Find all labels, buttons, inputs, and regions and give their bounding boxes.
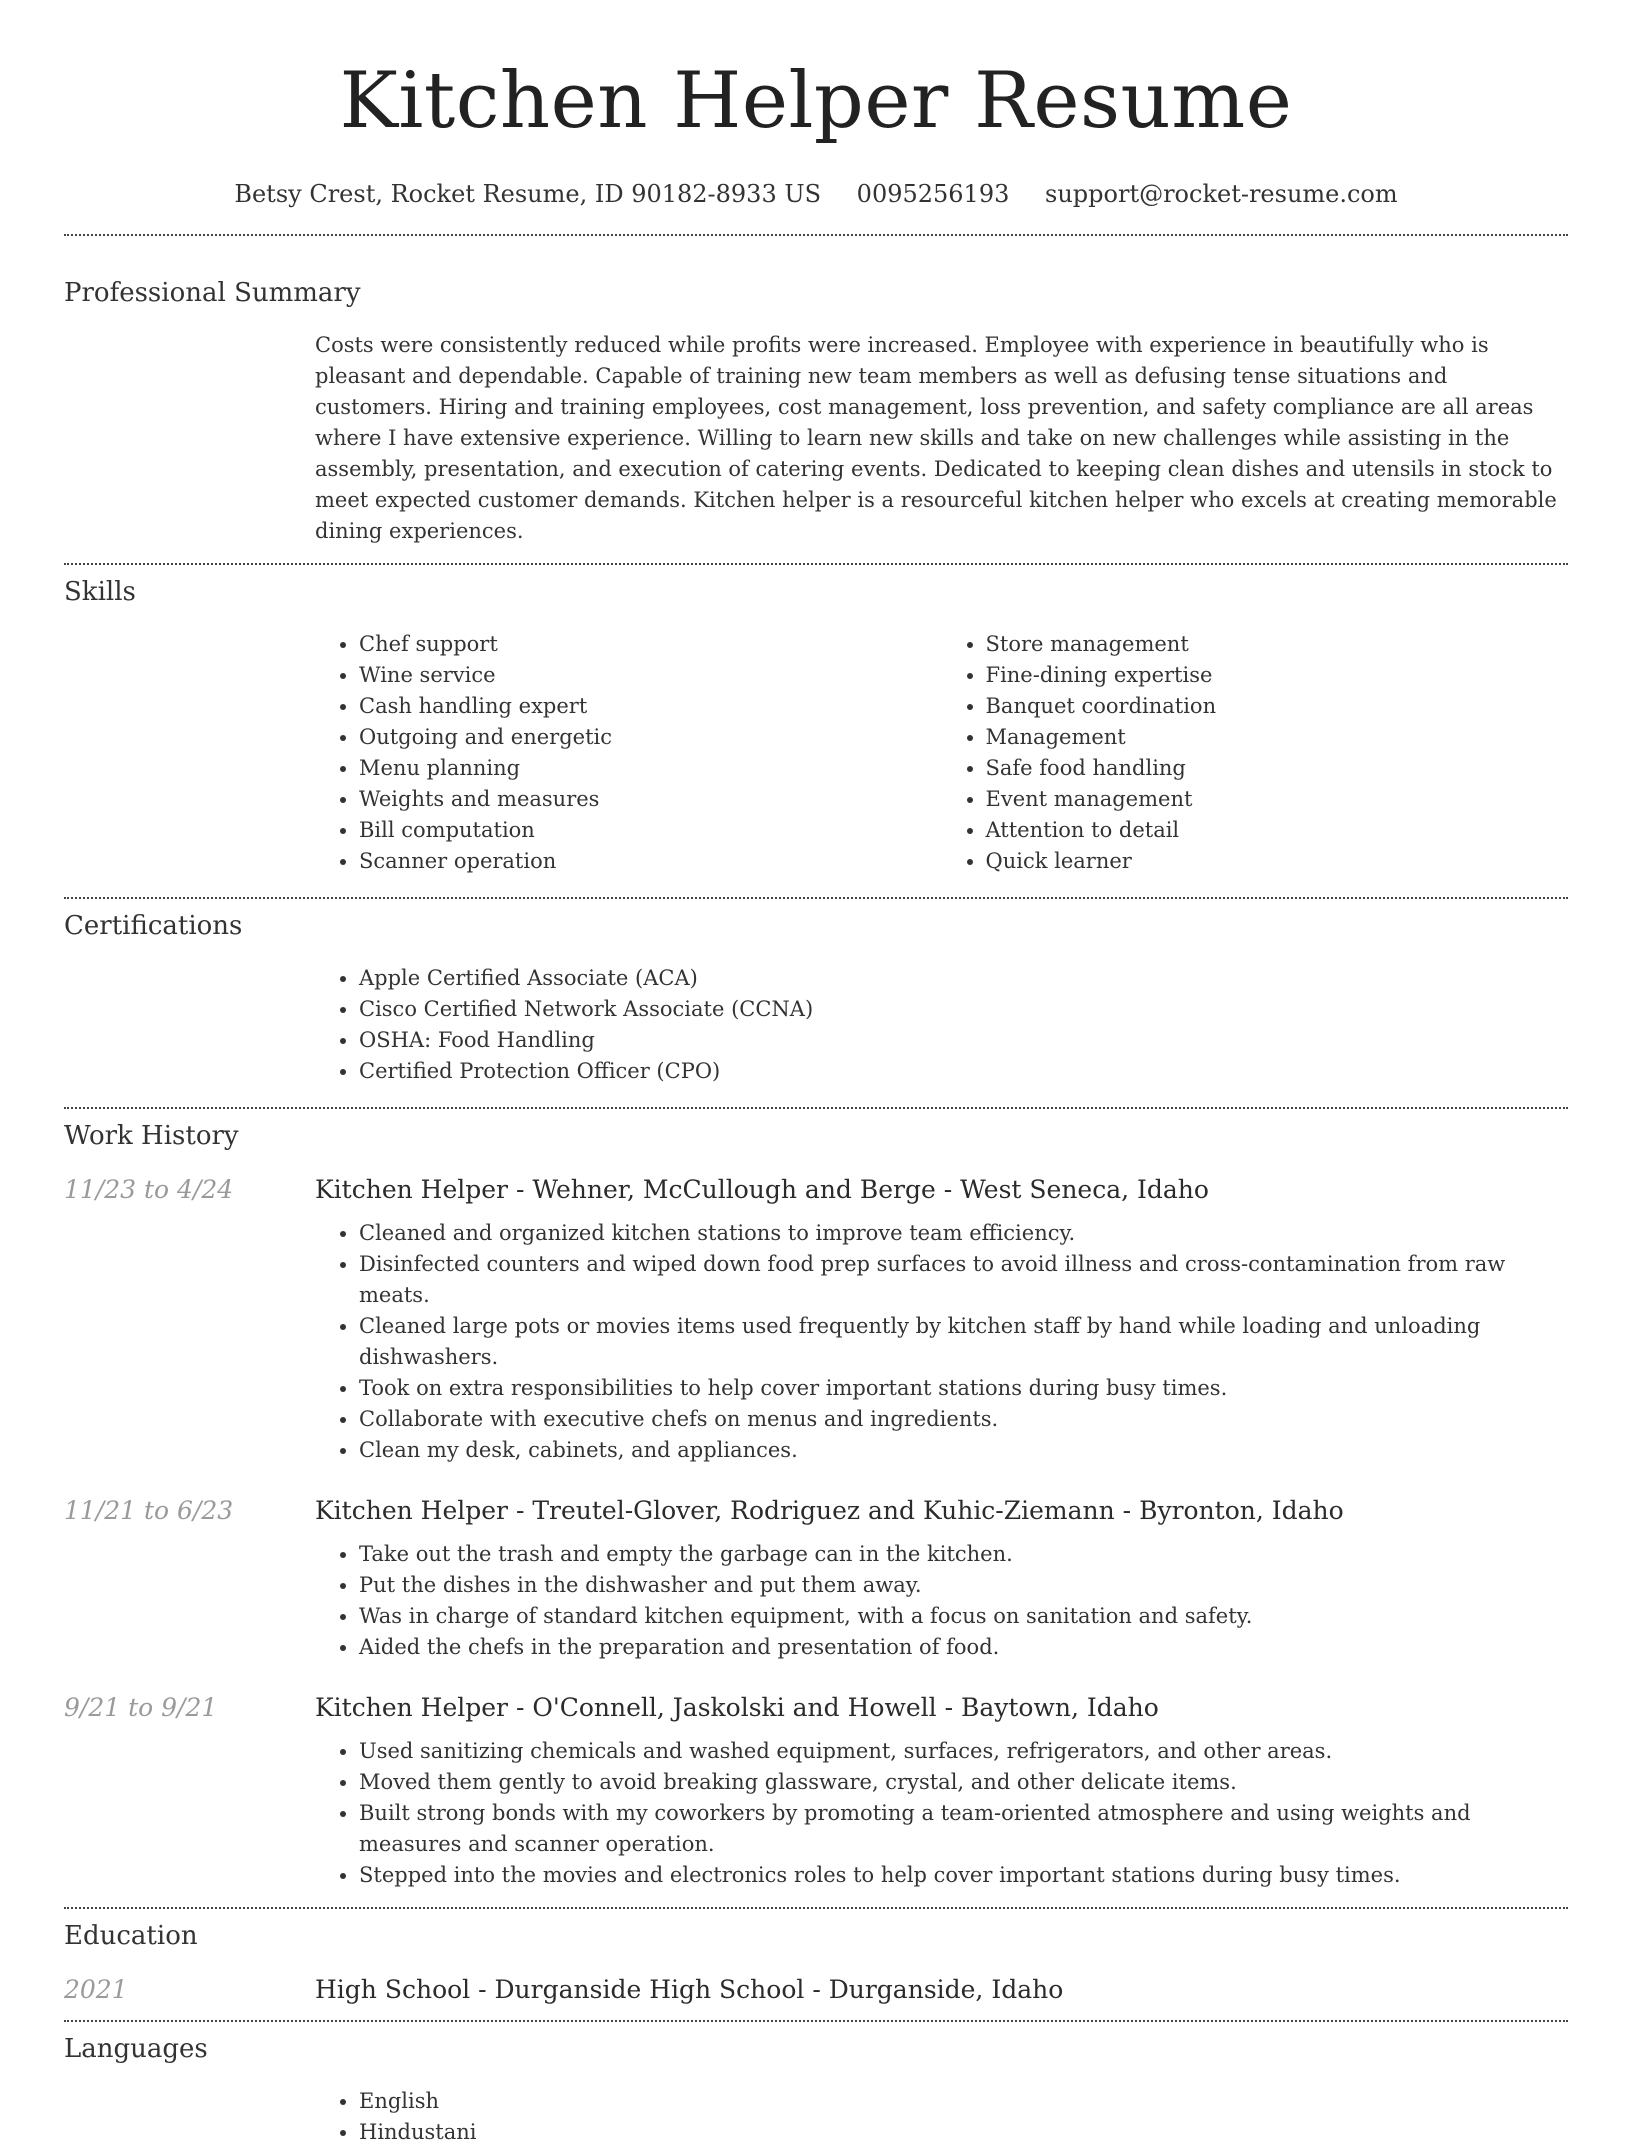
contact-email: support@rocket-resume.com	[1045, 180, 1398, 208]
section-heading-work-history: Work History	[64, 1121, 239, 1151]
education-entry	[64, 1975, 1568, 2004]
section-heading-skills: Skills	[64, 577, 136, 607]
job-bullet: • Was in charge of standard kitchen equipment, with a focus on sanitation and safety.	[359, 1601, 1568, 1632]
job-title: Kitchen Helper - O'Connell, Jaskolski and Howell - Baytown, Idaho	[315, 1693, 1159, 1722]
job-duties	[315, 1736, 1568, 1891]
divider	[64, 2020, 1568, 2022]
section-heading-education: Education	[64, 1921, 198, 1951]
resume-title: Kitchen Helper Resume	[339, 56, 1293, 146]
skill-item: • Fine-dining expertise	[986, 660, 1569, 691]
job-bullet: • Disinfected counters and wiped down food prep surfaces to avoid illness and cross-contamination from raw meats.	[359, 1249, 1568, 1311]
job-date: 11/23 to 4/24	[64, 1175, 234, 1204]
job-bullet: • Stepped into the movies and electronics roles to help cover important stations during busy times.	[359, 1860, 1568, 1891]
skill-item: • Management	[986, 722, 1569, 753]
job-bullet: • Took on extra responsibilities to help cover important stations during busy times.	[359, 1373, 1568, 1404]
languages-section	[315, 2086, 1568, 2148]
job-entry	[64, 1693, 1568, 1891]
summary-section	[315, 330, 1568, 547]
job-bullet: • Moved them gently to avoid breaking glassware, crystal, and other delicate items.	[359, 1767, 1568, 1798]
job-entry	[64, 1496, 1568, 1663]
skill-item: • Menu planning	[359, 753, 942, 784]
job-entry	[64, 1175, 1568, 1466]
contact-address: Betsy Crest, Rocket Resume, ID 90182-8933 US	[234, 180, 822, 208]
skill-item: • Bill computation	[359, 815, 942, 846]
job-duties	[315, 1218, 1568, 1466]
divider	[64, 563, 1568, 565]
certifications-section	[315, 963, 1568, 1087]
skill-item: • Store management	[986, 629, 1569, 660]
job-bullet: • Aided the chefs in the preparation and presentation of food.	[359, 1632, 1568, 1663]
contact-line	[64, 178, 1568, 210]
education-title: High School - Durganside High School - Durganside, Idaho	[315, 1975, 1064, 2004]
contact-phone: 0095256193	[856, 180, 1010, 208]
skill-item: • Event management	[986, 784, 1569, 815]
skill-item: • Quick learner	[986, 846, 1569, 877]
summary-text: Costs were consistently reduced while profits were increased. Employee with experience in beautifully who is pleasant and dependable. Capable of training new team members as well as defusing tense situations and customers. Hiring and training employees, cost management, loss prevention, and safety compliance are all areas where I have extensive experience. Willing to learn new skills and take on new challenges while assisting in the assembly, presentation, and execution of catering events. Dedicated to keeping clean dishes and utensils in stock to meet expected customer demands. Kitchen helper is a resourceful kitchen helper who excels at creating memorable dining experiences.	[315, 333, 1557, 543]
job-header	[64, 1693, 1568, 1722]
certification-item: • Certified Protection Officer (CPO)	[359, 1056, 1568, 1087]
skill-item: • Banquet coordination	[986, 691, 1569, 722]
language-item: • English	[359, 2086, 1568, 2117]
divider	[64, 1107, 1568, 1109]
certification-item: • Cisco Certified Network Associate (CCNA)	[359, 994, 1568, 1025]
job-bullet: • Collaborate with executive chefs on menus and ingredients.	[359, 1404, 1568, 1435]
job-date: 9/21 to 9/21	[64, 1693, 218, 1722]
divider	[64, 234, 1568, 236]
certification-item: • OSHA: Food Handling	[359, 1025, 1568, 1056]
skills-section	[315, 629, 1568, 877]
languages-list	[315, 2086, 1568, 2148]
job-title: Kitchen Helper - Wehner, McCullough and Berge - West Seneca, Idaho	[315, 1175, 1209, 1204]
job-bullet-list	[315, 1218, 1568, 1466]
job-title: Kitchen Helper - Treutel-Glover, Rodriguez and Kuhic-Ziemann - Byronton, Idaho	[315, 1496, 1344, 1525]
skill-item: • Scanner operation	[359, 846, 942, 877]
skill-item: • Chef support	[359, 629, 942, 660]
job-bullet: • Cleaned large pots or movies items used frequently by kitchen staff by hand while loading and unloading dishwashers.	[359, 1311, 1568, 1373]
job-bullet-list	[315, 1539, 1568, 1663]
divider	[64, 897, 1568, 899]
skill-item: • Attention to detail	[986, 815, 1569, 846]
resume-page	[64, 0, 1568, 2148]
skills-list-left	[315, 629, 942, 877]
job-bullet: • Built strong bonds with my coworkers by promoting a team-oriented atmosphere and using weights and measures and scanner operation.	[359, 1798, 1568, 1860]
certification-item: • Apple Certified Associate (ACA)	[359, 963, 1568, 994]
job-bullet: • Put the dishes in the dishwasher and put them away.	[359, 1570, 1568, 1601]
certifications-list	[315, 963, 1568, 1087]
job-bullet: • Cleaned and organized kitchen stations to improve team efficiency.	[359, 1218, 1568, 1249]
section-heading-languages: Languages	[64, 2034, 208, 2064]
job-bullet-list	[315, 1736, 1568, 1891]
job-header	[64, 1496, 1568, 1525]
section-heading-certifications: Certifications	[64, 911, 243, 941]
divider	[64, 1907, 1568, 1909]
skill-item: • Cash handling expert	[359, 691, 942, 722]
section-heading-summary: Professional Summary	[64, 278, 361, 308]
skill-item: • Weights and measures	[359, 784, 942, 815]
job-date: 11/21 to 6/23	[64, 1496, 234, 1525]
job-bullet: • Used sanitizing chemicals and washed equipment, surfaces, refrigerators, and other areas.	[359, 1736, 1568, 1767]
job-bullet: • Take out the trash and empty the garbage can in the kitchen.	[359, 1539, 1568, 1570]
education-date: 2021	[64, 1975, 128, 2004]
job-bullet: • Clean my desk, cabinets, and appliances.	[359, 1435, 1568, 1466]
skill-item: • Safe food handling	[986, 753, 1569, 784]
skills-list-right	[942, 629, 1569, 877]
language-item: • Hindustani	[359, 2117, 1568, 2148]
skill-item: • Wine service	[359, 660, 942, 691]
job-header	[64, 1175, 1568, 1204]
skill-item: • Outgoing and energetic	[359, 722, 942, 753]
job-duties	[315, 1539, 1568, 1663]
